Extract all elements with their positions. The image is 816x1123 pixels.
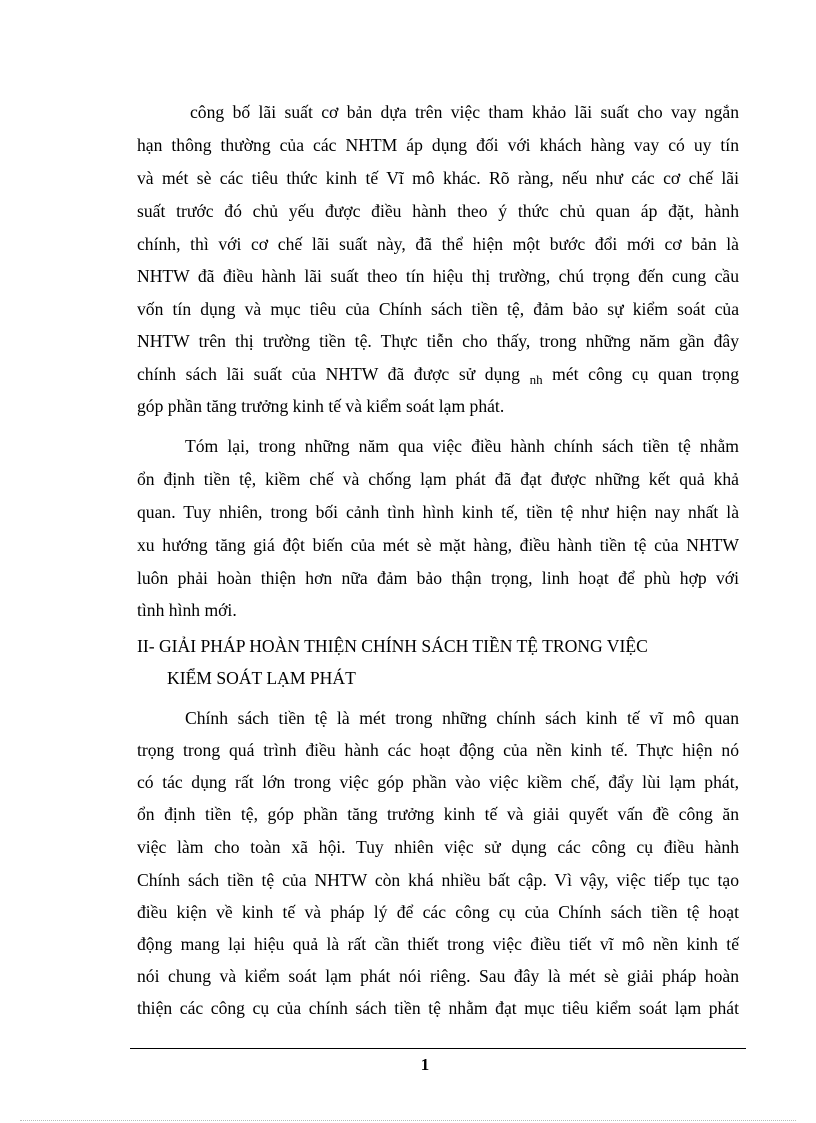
page-number: 1 [420, 1055, 430, 1074]
text-line: NHTW trên thị trường tiền tệ. Thực tiễn cho thấy, trong những năm gần đây [137, 331, 739, 351]
text-line: tình hình mới. [137, 600, 237, 620]
section-heading-line: II- GIẢI PHÁP HOÀN THIỆN CHÍNH SÁCH TIỀN TỆ TRONG VIỆC [137, 636, 648, 656]
text-line: góp phần tăng trưởng kinh tế và kiểm soát lạm phát. [137, 396, 505, 416]
text-line: có tác dụng rất lớn trong việc góp phần vào việc kiềm chế, đẩy lùi lạm phát, [137, 772, 739, 792]
text-line: chính, thì với cơ chế lãi suất này, đã thể hiện một bước đổi mới cơ bản là [137, 234, 739, 254]
text-line: quan. Tuy nhiên, trong bối cảnh tình hình kinh tế, tiền tệ như hiện nay nhất là [137, 502, 739, 522]
text-line: vốn tín dụng và mục tiêu của Chính sách tiền tệ, đảm bảo sự kiểm soát của [137, 299, 739, 319]
text-line: động mang lại hiệu quả là rất cần thiết trong việc điều tiết vĩ mô nền kinh tế [137, 934, 739, 954]
text-line-with-subscript [137, 362, 739, 386]
text-line: Chính sách tiền tệ của NHTW còn khá nhiều bất cập. Vì vậy, việc tiếp tục tạo [137, 870, 739, 890]
subscript-fragment: nh [529, 372, 543, 386]
text-line: nói chung và kiểm soát lạm phát nói riêng. Sau đây là mét sè giải pháp hoàn [137, 966, 739, 986]
text-segment: chính sách lãi suất của NHTW đã được sử dụng [137, 364, 520, 384]
text-line: trọng trong quá trình điều hành các hoạt động của nền kinh tế. Thực hiện nó [137, 740, 739, 760]
text-line: Tóm lại, trong những năm qua việc điều hành chính sách tiền tệ nhằm [185, 436, 739, 456]
text-line: luôn phải hoàn thiện hơn nữa đảm bảo thận trọng, linh hoạt để phù hợp với [137, 568, 739, 588]
text-line: suất trước đó chủ yếu được điều hành theo ý thức chủ quan áp đặt, hành [137, 201, 739, 221]
text-line: ổn định tiền tệ, góp phần tăng trưởng kinh tế và giải quyết vấn đề công ăn [137, 804, 739, 824]
section-heading-line: KIỂM SOÁT LẠM PHÁT [167, 668, 356, 688]
text-line: công bố lãi suất cơ bản dựa trên việc tham khảo lãi suất cho vay ngắn [190, 102, 739, 122]
text-line: xu hướng tăng giá đột biến của mét sè mặt hàng, điều hành tiền tệ của NHTW [137, 535, 739, 555]
text-line: thiện các công cụ của chính sách tiền tệ nhằm đạt mục tiêu kiểm soát lạm phát [137, 998, 739, 1018]
text-line: việc làm cho toàn xã hội. Tuy nhiên việc sử dụng các công cụ điều hành [137, 837, 739, 857]
text-segment: mét công cụ quan trọng [552, 364, 739, 384]
text-line: ổn định tiền tệ, kiềm chế và chống lạm phát đã đạt được những kết quả khả [137, 469, 739, 489]
text-line: điều kiện về kinh tế và pháp lý để các công cụ của Chính sách tiền tệ hoạt [137, 902, 739, 922]
footer-divider [130, 1048, 746, 1049]
text-line: NHTW đã điều hành lãi suất theo tín hiệu thị trường, chú trọng đến cung cầu [137, 266, 739, 286]
page-bottom-border [20, 1120, 796, 1121]
text-line: Chính sách tiền tệ là mét trong những chính sách kinh tế vĩ mô quan [185, 708, 739, 728]
text-line: và mét sè các tiêu thức kinh tế Vĩ mô khác. Rõ ràng, nếu như các cơ chế lãi [137, 168, 739, 188]
text-line: hạn thông thường của các NHTM áp dụng đối với khách hàng vay có uy tín [137, 135, 739, 155]
